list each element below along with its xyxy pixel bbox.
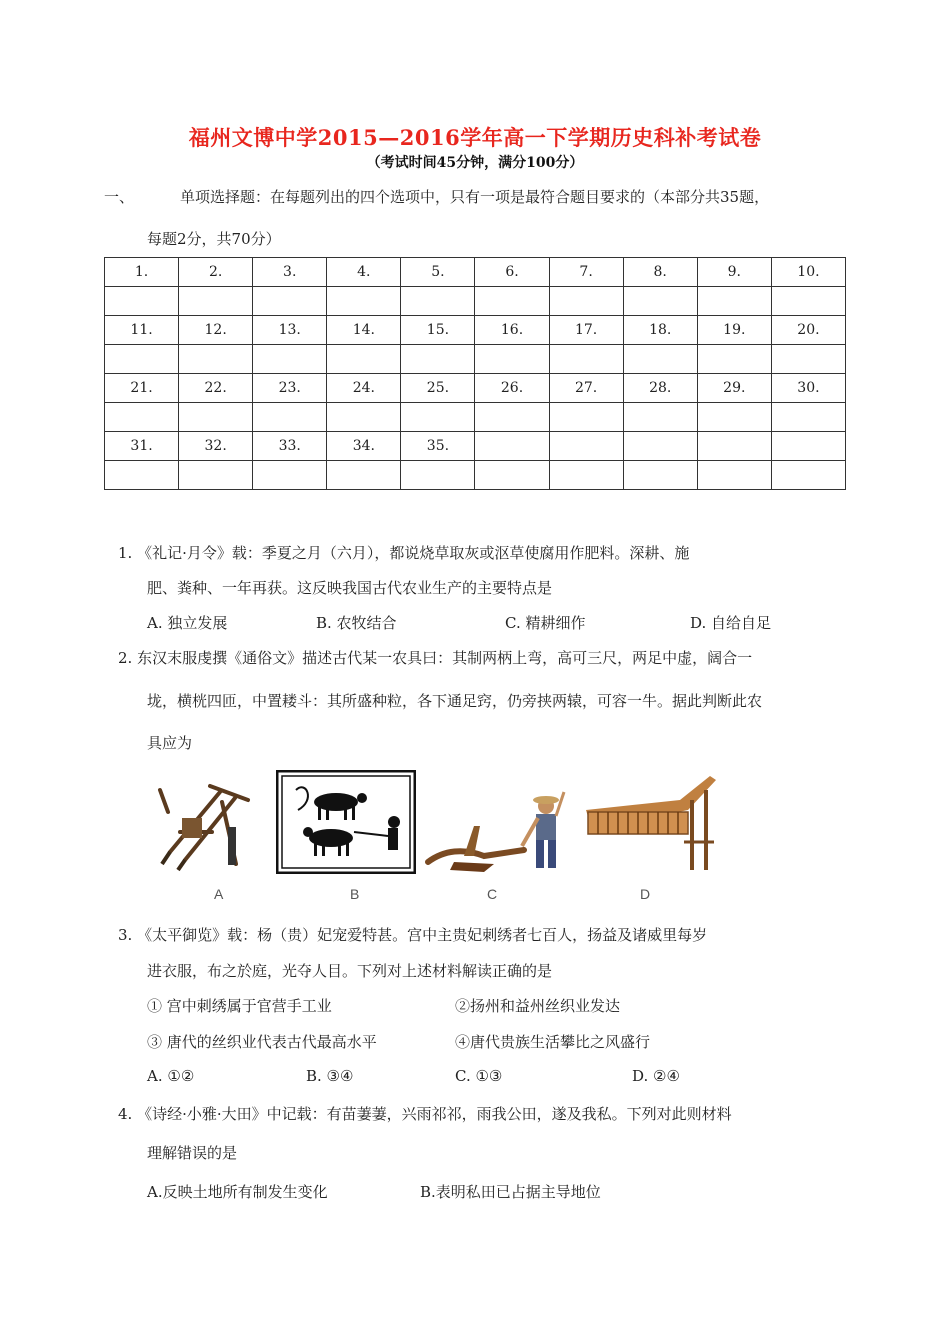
grid-number-cell: 6. <box>475 258 549 287</box>
image-label-d: D <box>640 886 651 902</box>
grid-number-cell <box>771 432 845 461</box>
grid-answer-cell[interactable] <box>771 287 845 316</box>
grid-number-cell: 27. <box>549 374 623 403</box>
image-label-c: C <box>487 886 498 902</box>
page-title: 福州文博中学2015—2016学年高一下学期历史科补考试卷 <box>188 125 762 150</box>
grid-answer-cell[interactable] <box>549 403 623 432</box>
grid-number-cell: 17. <box>549 316 623 345</box>
grid-answer-cell[interactable] <box>327 461 401 490</box>
q4-line1: 4. 《诗经·小雅·大田》中记载：有苗萋萋，兴雨祁祁，雨我公田，遂及我私。下列对此则材料 <box>118 1105 732 1123</box>
grid-number-cell: 25. <box>401 374 475 403</box>
q3-statement-1: ① 宫中刺绣属于官营手工业 <box>147 997 332 1015</box>
q3-statement-3: ③ 唐代的丝织业代表古代最高水平 <box>147 1033 377 1051</box>
section-instruction: 单项选择题：在每题列出的四个选项中，只有一项是最符合题目要求的（本部分共35题， <box>180 188 770 206</box>
page-subtitle: （考试时间45分钟，满分100分） <box>366 155 584 171</box>
grid-answer-cell[interactable] <box>697 287 771 316</box>
grid-answer-cell[interactable] <box>179 345 253 374</box>
grid-number-cell: 10. <box>771 258 845 287</box>
q1-option-a: A. 独立发展 <box>147 614 228 632</box>
grid-number-cell: 3. <box>253 258 327 287</box>
grid-number-row <box>105 258 846 287</box>
grid-number-cell: 31. <box>105 432 179 461</box>
grid-number-row <box>105 432 846 461</box>
section-number: 一、 <box>104 188 135 206</box>
q1-option-d: D. 自给自足 <box>690 614 772 632</box>
grid-number-cell: 2. <box>179 258 253 287</box>
grid-answer-cell[interactable] <box>253 287 327 316</box>
q3-option-a: A. ①② <box>147 1067 195 1085</box>
grid-answer-row <box>105 403 846 432</box>
grid-answer-cell[interactable] <box>549 461 623 490</box>
q3-option-d: D. ②④ <box>632 1067 680 1085</box>
seed-drill-image-a <box>150 772 260 872</box>
grid-number-cell: 9. <box>697 258 771 287</box>
grid-number-cell: 12. <box>179 316 253 345</box>
grid-number-cell: 13. <box>253 316 327 345</box>
grid-number-cell: 8. <box>623 258 697 287</box>
grid-answer-cell[interactable] <box>105 345 179 374</box>
grid-answer-cell[interactable] <box>253 403 327 432</box>
grid-answer-cell[interactable] <box>179 287 253 316</box>
grid-answer-cell[interactable] <box>179 403 253 432</box>
grid-answer-row <box>105 461 846 490</box>
grid-answer-row <box>105 345 846 374</box>
image-label-b: B <box>350 886 360 902</box>
grid-number-cell: 15. <box>401 316 475 345</box>
grid-answer-cell[interactable] <box>105 461 179 490</box>
farmer-plough-image-c <box>424 790 574 876</box>
grid-number-cell: 5. <box>401 258 475 287</box>
grid-answer-cell[interactable] <box>401 461 475 490</box>
grid-answer-cell[interactable] <box>401 403 475 432</box>
grid-number-cell: 28. <box>623 374 697 403</box>
grid-number-cell: 4. <box>327 258 401 287</box>
q4-option-a: A.反映土地所有制发生变化 <box>147 1183 328 1201</box>
grid-answer-cell[interactable] <box>327 287 401 316</box>
grid-number-cell <box>475 432 549 461</box>
grid-answer-cell[interactable] <box>623 403 697 432</box>
grid-answer-cell[interactable] <box>771 403 845 432</box>
grid-number-cell: 14. <box>327 316 401 345</box>
grid-number-cell: 32. <box>179 432 253 461</box>
q3-statement-2: ②扬州和益州丝织业发达 <box>455 997 621 1015</box>
grid-number-cell: 33. <box>253 432 327 461</box>
grid-number-cell: 30. <box>771 374 845 403</box>
grid-number-cell: 26. <box>475 374 549 403</box>
q1-line2: 肥、粪种、一年再获。这反映我国古代农业生产的主要特点是 <box>147 579 553 597</box>
answer-grid <box>104 257 846 490</box>
grid-number-cell <box>697 432 771 461</box>
q3-statement-4: ④唐代贵族生活攀比之风盛行 <box>455 1033 651 1051</box>
grid-number-cell: 29. <box>697 374 771 403</box>
chain-pump-image-d <box>580 770 720 874</box>
grid-number-cell: 34. <box>327 432 401 461</box>
grid-number-cell: 23. <box>253 374 327 403</box>
grid-answer-cell[interactable] <box>697 403 771 432</box>
grid-answer-row <box>105 287 846 316</box>
grid-answer-cell[interactable] <box>549 287 623 316</box>
q4-option-b: B.表明私田已占据主导地位 <box>420 1183 601 1201</box>
image-label-a: A <box>214 886 224 902</box>
q3-option-c: C. ①③ <box>455 1067 503 1085</box>
grid-answer-cell[interactable] <box>623 461 697 490</box>
q4-line2: 理解错误的是 <box>147 1144 238 1162</box>
grid-number-cell <box>623 432 697 461</box>
grid-number-cell: 22. <box>179 374 253 403</box>
grid-number-cell <box>549 432 623 461</box>
grid-number-row <box>105 316 846 345</box>
grid-answer-cell[interactable] <box>253 345 327 374</box>
q2-line3: 具应为 <box>147 734 193 752</box>
grid-answer-cell[interactable] <box>623 287 697 316</box>
grid-number-cell: 19. <box>697 316 771 345</box>
grid-answer-cell[interactable] <box>475 345 549 374</box>
grid-number-cell: 18. <box>623 316 697 345</box>
grid-answer-cell[interactable] <box>327 345 401 374</box>
q1-line1: 1. 《礼记·月令》载：季夏之月（六月），都说烧草取灰或沤草使腐用作肥料。深耕、施 <box>118 544 690 562</box>
grid-answer-cell[interactable] <box>475 461 549 490</box>
grid-number-cell: 24. <box>327 374 401 403</box>
q2-line2: 垅，横桄四匝，中置耧斗：其所盛种粒，各下通足窍，仍旁挟两辕，可容一牛。据此判断此农 <box>147 692 763 710</box>
grid-number-cell: 35. <box>401 432 475 461</box>
grid-number-row <box>105 374 846 403</box>
grid-answer-cell[interactable] <box>549 345 623 374</box>
grid-answer-cell[interactable] <box>105 403 179 432</box>
grid-answer-cell[interactable] <box>771 461 845 490</box>
q1-option-b: B. 农牧结合 <box>316 614 397 632</box>
q3-line1: 3. 《太平御览》载：杨（贵）妃宠爱特甚。宫中主贵妃刺绣者七百人，扬益及诸威里每岁 <box>118 926 708 944</box>
ox-mural-image-b <box>276 770 416 874</box>
grid-answer-cell[interactable] <box>179 461 253 490</box>
grid-answer-cell[interactable] <box>475 403 549 432</box>
grid-answer-cell[interactable] <box>697 461 771 490</box>
grid-answer-cell[interactable] <box>771 345 845 374</box>
section-instruction-cont: 每题2分，共70分） <box>147 230 281 248</box>
grid-number-cell: 20. <box>771 316 845 345</box>
grid-answer-cell[interactable] <box>105 287 179 316</box>
grid-answer-cell[interactable] <box>475 287 549 316</box>
grid-answer-cell[interactable] <box>253 461 327 490</box>
grid-answer-cell[interactable] <box>623 345 697 374</box>
q3-line2: 进衣服，布之於庭，光夺人目。下列对上述材料解读正确的是 <box>147 962 553 980</box>
grid-number-cell: 7. <box>549 258 623 287</box>
grid-answer-cell[interactable] <box>401 287 475 316</box>
grid-answer-cell[interactable] <box>401 345 475 374</box>
grid-number-cell: 16. <box>475 316 549 345</box>
q1-option-c: C. 精耕细作 <box>505 614 586 632</box>
grid-number-cell: 21. <box>105 374 179 403</box>
q2-line1: 2. 东汉末服虔撰《通俗文》描述古代某一农具曰：其制两柄上弯，高可三尺，两足中虚，阔合一 <box>118 649 753 667</box>
grid-number-cell: 1. <box>105 258 179 287</box>
grid-answer-cell[interactable] <box>697 345 771 374</box>
grid-number-cell: 11. <box>105 316 179 345</box>
grid-answer-cell[interactable] <box>327 403 401 432</box>
q3-option-b: B. ③④ <box>306 1067 354 1085</box>
